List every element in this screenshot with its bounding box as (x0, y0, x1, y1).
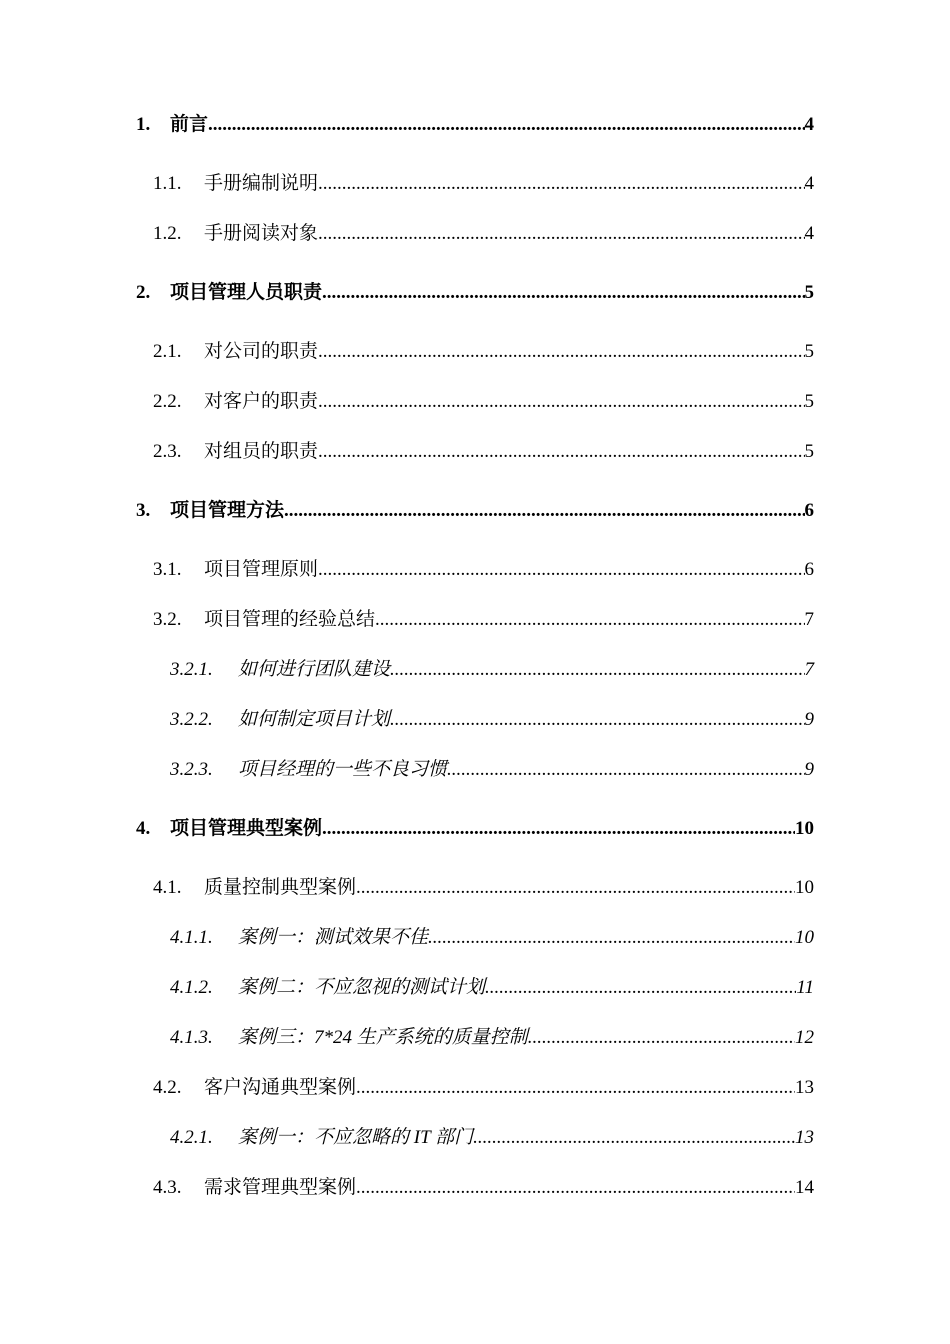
toc-page-number: 9 (804, 759, 814, 780)
toc-title: 案例二：不应忽视的测试计划 (238, 977, 486, 998)
toc-page-number: 4 (804, 114, 814, 135)
toc-title: 手册编制说明 (204, 173, 319, 194)
toc-page-number: 7 (804, 609, 814, 630)
toc-number: 4.2.1. (170, 1127, 213, 1148)
toc-leader-dots (318, 558, 804, 582)
toc-page-number: 14 (795, 1177, 814, 1198)
toc-number: 3.2.1. (170, 659, 213, 680)
toc-entry-1[interactable] (136, 113, 814, 137)
toc-title: 案例一：测试效果不佳 (238, 927, 429, 948)
toc-number: 2. (136, 282, 151, 303)
toc-leader-dots (356, 1076, 795, 1100)
toc-number: 4.1. (153, 877, 182, 898)
toc-leader-dots (322, 281, 804, 305)
toc-page-number: 5 (804, 441, 814, 462)
toc-number: 4.3. (153, 1177, 182, 1198)
toc-number: 3.1. (153, 559, 182, 580)
toc-title: 项目经理的一些不良习惯 (238, 759, 448, 780)
toc-title: 如何进行团队建设 (238, 659, 391, 680)
toc-number: 4.1.1. (170, 927, 213, 948)
toc-leader-dots (208, 113, 804, 137)
toc-leader-dots (356, 1176, 795, 1200)
toc-leader-dots (318, 172, 804, 196)
toc-entry-3-1[interactable] (153, 558, 814, 582)
toc-number: 4.1.3. (170, 1027, 213, 1048)
toc-page-number: 13 (795, 1127, 814, 1148)
toc-entry-2-3[interactable] (153, 440, 814, 464)
toc-leader-dots (447, 758, 804, 782)
toc-page-number: 4 (804, 173, 814, 194)
toc-page-number: 13 (795, 1077, 814, 1098)
toc-number: 3. (136, 500, 151, 521)
toc-number: 2.2. (153, 391, 182, 412)
toc-entry-4-1-1[interactable] (170, 926, 814, 950)
toc-page-number: 6 (804, 559, 814, 580)
toc-leader-dots (390, 658, 804, 682)
toc-page-number: 12 (795, 1027, 814, 1048)
toc-page-number: 10 (795, 877, 814, 898)
toc-entry-3-2-2[interactable] (170, 708, 814, 732)
toc-title: 如何制定项目计划 (238, 709, 391, 730)
toc-entry-2[interactable] (136, 281, 814, 305)
toc-leader-dots (318, 222, 804, 246)
toc-page-number: 9 (804, 709, 814, 730)
toc-number: 3.2. (153, 609, 182, 630)
toc-number: 1.2. (153, 223, 182, 244)
toc-page-number: 6 (804, 500, 814, 521)
toc-leader-dots (528, 1026, 795, 1050)
toc-leader-dots (318, 340, 804, 364)
toc-entry-4-1-2[interactable] (170, 976, 814, 1000)
toc-number: 4. (136, 818, 151, 839)
toc-title: 项目管理典型案例 (170, 818, 323, 839)
toc-entry-4-2[interactable] (153, 1076, 814, 1100)
toc-entry-3-2[interactable] (153, 608, 814, 632)
toc-leader-dots (485, 976, 796, 1000)
toc-number: 3.2.3. (170, 759, 213, 780)
toc-leader-dots (318, 440, 804, 464)
toc-number: 4.1.2. (170, 977, 213, 998)
toc-title: 项目管理人员职责 (170, 282, 323, 303)
toc-leader-dots (356, 876, 795, 900)
toc-page-number: 10 (795, 818, 814, 839)
toc-entry-3[interactable] (136, 499, 814, 523)
toc-leader-dots (322, 817, 795, 841)
toc-page-number: 5 (804, 391, 814, 412)
toc-title: 案例三：7*24 生产系统的质量控制 (238, 1027, 528, 1048)
toc-title: 项目管理的经验总结 (204, 609, 376, 630)
toc-title: 项目管理原则 (204, 559, 319, 580)
toc-title: 前言 (170, 114, 209, 135)
toc-entry-2-1[interactable] (153, 340, 814, 364)
toc-number: 3.2.2. (170, 709, 213, 730)
toc-title: 需求管理典型案例 (204, 1177, 357, 1198)
toc-title: 项目管理方法 (170, 500, 285, 521)
toc-title: 案例一：不应忽略的 IT 部门 (238, 1127, 474, 1148)
toc-page-number: 10 (795, 927, 814, 948)
toc-leader-dots (284, 499, 804, 523)
toc-entry-4-1-3[interactable] (170, 1026, 814, 1050)
toc-title: 客户沟通典型案例 (204, 1077, 357, 1098)
toc-number: 2.1. (153, 341, 182, 362)
toc-entry-2-2[interactable] (153, 390, 814, 414)
toc-entry-1-2[interactable] (153, 222, 814, 246)
toc-page-number: 7 (804, 659, 814, 680)
toc-leader-dots (473, 1126, 795, 1150)
toc-title: 对公司的职责 (204, 341, 319, 362)
toc-leader-dots (318, 390, 804, 414)
toc-leader-dots (375, 608, 804, 632)
toc-entry-4-2-1[interactable] (170, 1126, 814, 1150)
toc-page-number: 5 (804, 341, 814, 362)
toc-page-number: 4 (804, 223, 814, 244)
toc-number: 4.2. (153, 1077, 182, 1098)
toc-number: 2.3. (153, 441, 182, 462)
toc-number: 1. (136, 114, 151, 135)
toc-page-number: 11 (796, 977, 814, 998)
toc-title: 对客户的职责 (204, 391, 319, 412)
toc-entry-3-2-1[interactable] (170, 658, 814, 682)
toc-page-number: 5 (804, 282, 814, 303)
toc-entry-4-3[interactable] (153, 1176, 814, 1200)
toc-title: 手册阅读对象 (204, 223, 319, 244)
toc-number: 1.1. (153, 173, 182, 194)
toc-title: 对组员的职责 (204, 441, 319, 462)
toc-leader-dots (390, 708, 804, 732)
toc-entry-4[interactable] (136, 817, 814, 841)
toc-entry-3-2-3[interactable] (170, 758, 814, 782)
toc-title: 质量控制典型案例 (204, 877, 357, 898)
toc-entry-4-1[interactable] (153, 876, 814, 900)
toc-leader-dots (428, 926, 795, 950)
toc-entry-1-1[interactable] (153, 172, 814, 196)
